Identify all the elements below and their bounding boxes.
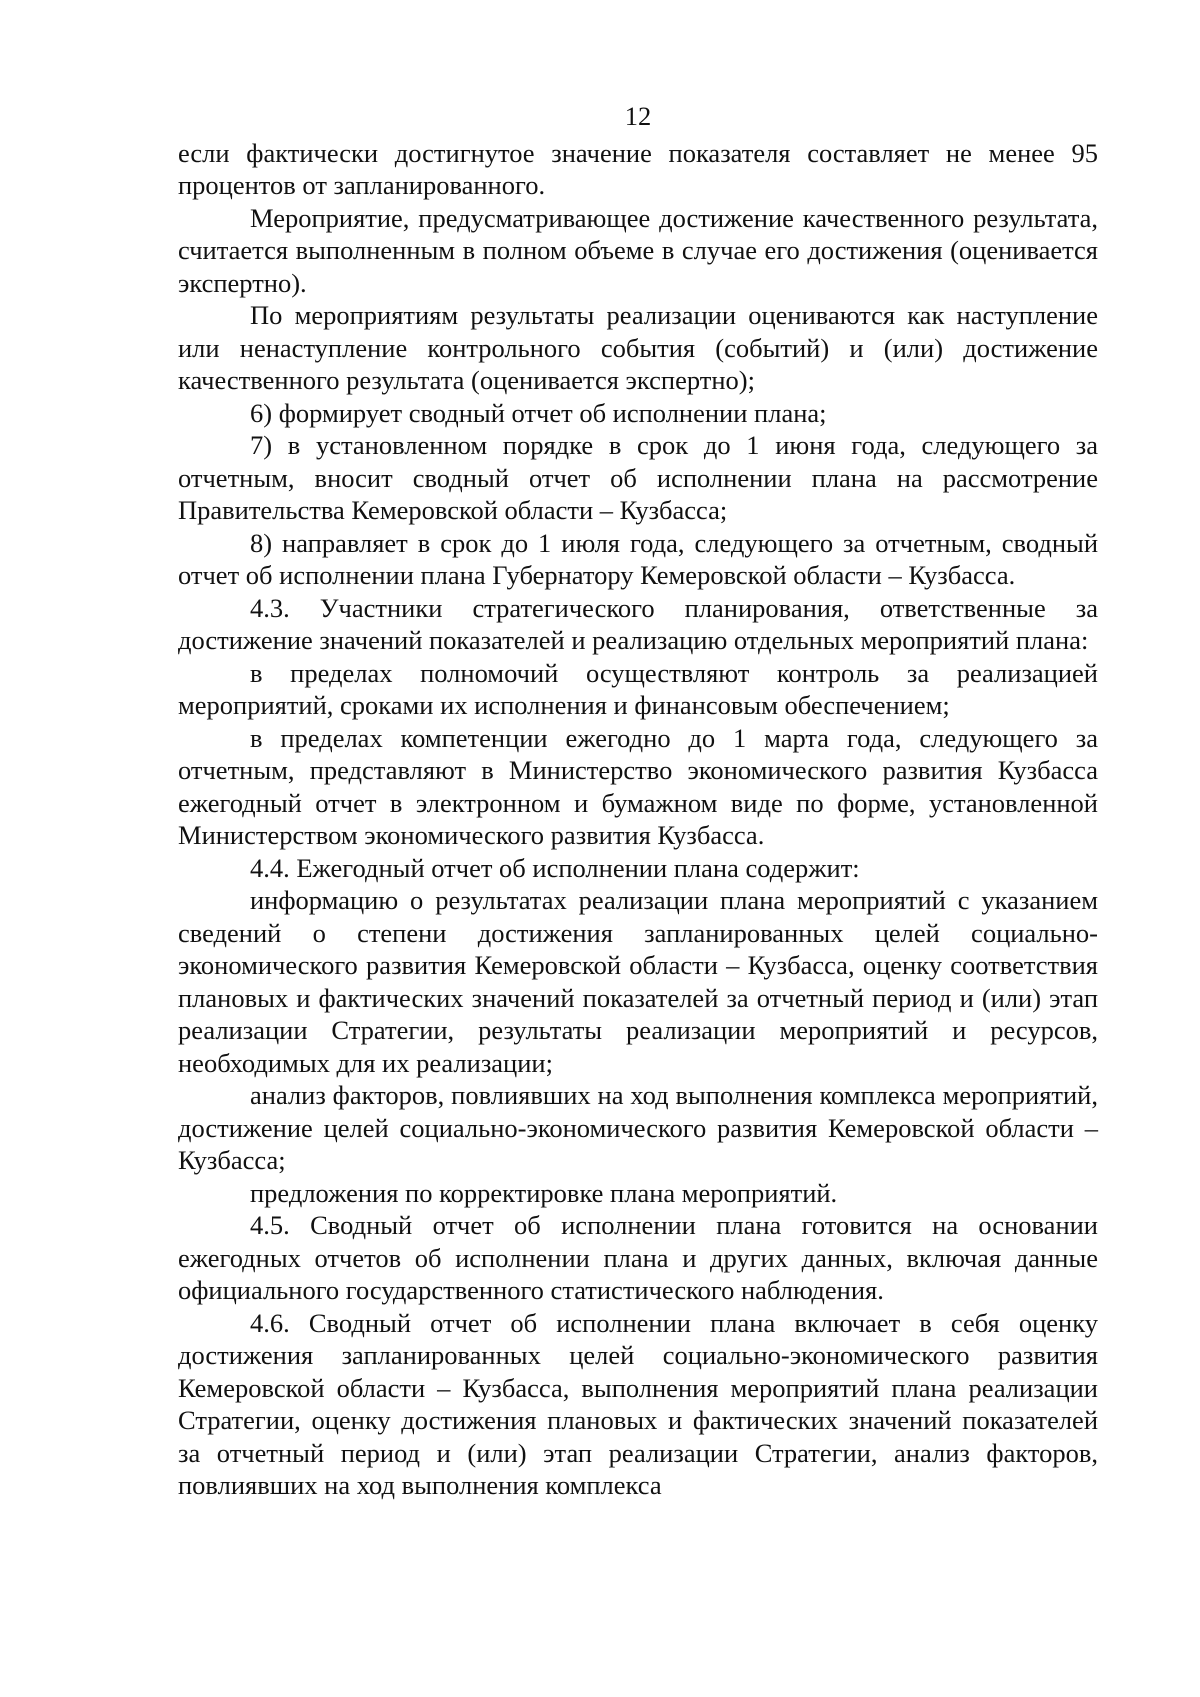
paragraph: 8) направляет в срок до 1 июля года, следующего за отчетным, сводный отчет об исполнении плана Губернатору Кемеровской области – Кузбасса. (178, 527, 1098, 590)
paragraph: 4.3. Участники стратегического планирования, ответственные за достижение значений показателей и реализацию отдельных мероприятий плана: (178, 592, 1098, 655)
paragraph: в пределах полномочий осуществляют контроль за реализацией мероприятий, сроками их исполнения и финансовым обеспечением; (178, 657, 1098, 720)
page-number: 12 (624, 101, 652, 131)
paragraph: 4.5. Сводный отчет об исполнении плана готовится на основании ежегодных отчетов об исполнении плана и других данных, включая данные официального государственного статистического наблюдения. (178, 1210, 1098, 1305)
paragraph: По мероприятиям результаты реализации оцениваются как наступление или ненаступление контрольного события (событий) и (или) достижение качественного результата (оценивается экспертно); (178, 300, 1098, 395)
paragraph: анализ факторов, повлиявших на ход выполнения комплекса мероприятий, достижение целей социально-экономического развития Кемеровской области – Кузбасса; (178, 1080, 1098, 1175)
document-page (178, 100, 1098, 1502)
paragraph: 7) в установленном порядке в срок до 1 июня года, следующего за отчетным, вносит сводный отчет об исполнении плана на рассмотрение Правительства Кемеровской области – Кузбасса; (178, 430, 1098, 525)
paragraph: 6) формирует сводный отчет об исполнении плана; (250, 397, 827, 428)
paragraph: Мероприятие, предусматривающее достижение качественного результата, считается выполненным в полном объеме в случае его достижения (оценивается экспертно). (178, 202, 1098, 298)
paragraph: если фактически достигнутое значение показателя составляет не менее 95 процентов от запланированного. (178, 137, 1098, 200)
paragraph: в пределах компетенции ежегодно до 1 марта года, следующего за отчетным, представляют в Министерство экономического развития Кузбасса ежегодный отчет в электронном и бумажном виде по форме, установленной Министерством экономического развития Кузбасса. (178, 722, 1098, 850)
paragraph: информацию о результатах реализации плана мероприятий с указанием сведений о степени достижения запланированных целей социально-экономического развития Кемеровской области – Кузбасса, оценку соответствия плановых и фактических значений показателей за отчетный период и (или) этап реализации Стратегии, результаты реализации мероприятий и ресурсов, необходимых для их реализации; (178, 885, 1098, 1078)
paragraph: 4.4. Ежегодный отчет об исполнении плана содержит: (250, 852, 860, 883)
paragraph: 4.6. Сводный отчет об исполнении плана включает в себя оценку достижения запланированных целей социально-экономического развития Кемеровской области – Кузбасса, выполнения мероприятий плана реализации Стратегии, оценку достижения плановых и фактических значений показателей за отчетный период и (или) этап реализации Стратегии, анализ факторов, повлиявших на ход выполнения комплекса (178, 1307, 1098, 1500)
paragraph: предложения по корректировке плана мероприятий. (250, 1177, 838, 1208)
